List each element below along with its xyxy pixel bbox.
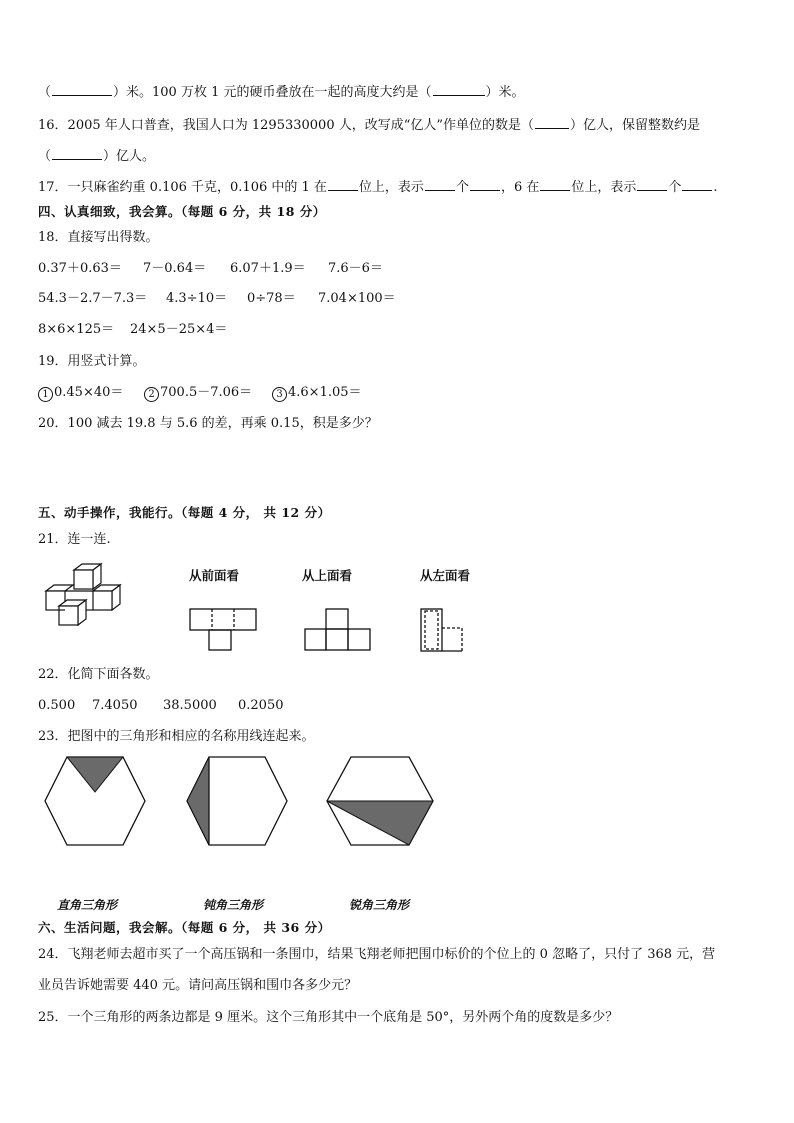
q16-blank-2[interactable] — [52, 146, 102, 160]
hexagon-obtuse-figure[interactable] — [325, 755, 435, 847]
q18-title: 18．直接写出得数。 — [38, 230, 159, 245]
q16-text-d: ）亿人。 — [103, 149, 156, 164]
q17-text-b: 位上，表示 — [358, 180, 424, 195]
hexagon-acute-figure[interactable] — [43, 755, 147, 847]
cube-stack-figure — [40, 562, 140, 632]
q18-r1-c3: 6.07＋1.9＝ — [230, 261, 306, 276]
q15-tail-line — [38, 82, 525, 102]
q17-text-a: 17．一只麻雀约重 0.106 千克，0.106 中的 1 在 — [38, 180, 327, 195]
q25-text: 25．一个三角形的两条边都是 9 厘米。这个三角形其中一个底角是 50°，另外两个角的度数是多少？ — [38, 1010, 619, 1025]
front-view-figure[interactable] — [189, 608, 259, 652]
q19-item-3 — [272, 384, 362, 402]
section-4-heading: 四、认真细致，我会算。（每题 6 分，共 18 分） — [38, 204, 326, 219]
q22-numbers — [38, 697, 284, 715]
q17-blank-2[interactable] — [425, 177, 455, 191]
q20-text: 20．100 减去 19.8 与 5.6 的差，再乘 0.15，积是多少？ — [38, 416, 378, 431]
q18-row-2 — [38, 290, 396, 308]
q16-text-b: ）亿人，保留整数约是 — [570, 118, 701, 133]
section-5-heading: 五、动手操作，我能行。（每题 4 分， 共 12 分） — [38, 505, 331, 520]
left-view-figure[interactable] — [420, 608, 466, 654]
q17-text-g: . — [713, 180, 718, 195]
q23-title: 23．把图中的三角形和相应的名称用线连起来。 — [38, 729, 315, 744]
q18-r2-c3: 0÷78＝ — [247, 291, 296, 306]
label-obtuse-triangle[interactable]: 钝角三角形 — [203, 898, 264, 912]
section-6-heading: 六、生活问题，我会解。（每题 6 分， 共 36 分） — [38, 920, 331, 935]
q17-blank-5[interactable] — [637, 177, 667, 191]
q17-blank-6[interactable] — [682, 177, 712, 191]
q19-num-1: 1 — [38, 387, 53, 402]
q18-r1-c1: 0.37＋0.63＝ — [38, 261, 122, 276]
q19-item-2 — [144, 384, 272, 402]
q15-text: ）米。100 万枚 1 元的硬币叠放在一起的高度大约是（ — [113, 85, 432, 100]
q22-num-4: 0.2050 — [238, 698, 284, 713]
q18-r1-c2: 7－0.64＝ — [143, 261, 207, 276]
q19-expr-2: 700.5－7.06＝ — [160, 385, 253, 400]
q22-num-1: 0.500 — [38, 698, 76, 713]
q18-row-3 — [38, 321, 227, 339]
q16-line-2 — [38, 146, 155, 166]
q17-text-e: 位上，表示 — [571, 180, 637, 195]
q22-num-2: 7.4050 — [92, 698, 138, 713]
q17-text-c: 个 — [455, 180, 469, 195]
q17-line — [38, 177, 718, 197]
q15-blank-1[interactable] — [52, 82, 112, 96]
q15-open-paren: （ — [38, 85, 52, 100]
q19-item-1 — [38, 384, 144, 402]
q22-title: 22．化简下面各数。 — [38, 667, 159, 682]
q16-text-c: （ — [38, 149, 52, 164]
q17-blank-1[interactable] — [328, 177, 358, 191]
view-label-top: 从上面看 — [302, 568, 353, 583]
q24-line-2: 业员告诉她需要 440 元。请问高压锅和围巾各多少元？ — [38, 978, 358, 993]
q16-text-a: 16．2005 年人口普查，我国人口为 1295330000 人，改写成“亿人”作单位的数是（ — [38, 118, 535, 133]
q18-r3-c2: 24×5－25×4＝ — [130, 322, 228, 337]
top-view-figure[interactable] — [304, 608, 374, 652]
q19-title: 19．用竖式计算。 — [38, 354, 146, 369]
q21-title: 21．连一连. — [38, 532, 111, 547]
q15-blank-2[interactable] — [433, 82, 485, 96]
hexagon-right-figure[interactable] — [185, 755, 289, 847]
q18-r2-c4: 7.04×100＝ — [318, 291, 396, 306]
q17-text-f: 个 — [668, 180, 682, 195]
q17-blank-3[interactable] — [470, 177, 500, 191]
q19-num-2: 2 — [144, 387, 159, 402]
q22-num-3: 38.5000 — [163, 698, 217, 713]
q16-line-1 — [38, 115, 700, 135]
q18-r2-c1: 54.3－2.7－7.3＝ — [38, 291, 148, 306]
q19-num-3: 3 — [272, 387, 287, 402]
label-acute-triangle[interactable]: 锐角三角形 — [349, 898, 410, 912]
q15-end: ）米。 — [485, 85, 525, 100]
view-label-front: 从前面看 — [189, 568, 240, 583]
label-right-triangle[interactable]: 直角三角形 — [57, 898, 118, 912]
q18-row-1 — [38, 260, 383, 278]
q18-r1-c4: 7.6－6＝ — [328, 261, 383, 276]
q19-expr-3: 4.6×1.05＝ — [288, 385, 362, 400]
q19-expr-1: 0.45×40＝ — [54, 385, 124, 400]
q17-blank-4[interactable] — [540, 177, 570, 191]
q16-blank-1[interactable] — [535, 115, 569, 129]
q18-r3-c1: 8×6×125＝ — [38, 322, 115, 337]
q18-r2-c2: 4.3÷10＝ — [166, 291, 228, 306]
q17-text-d: ，6 在 — [500, 180, 540, 195]
view-label-left: 从左面看 — [420, 568, 471, 583]
q24-line-1: 24．飞翔老师去超市买了一个高压锅和一条围巾，结果飞翔老师把围巾标价的个位上的 0 忽略了，只付了 368 元，营 — [38, 947, 716, 962]
q19-items — [38, 384, 362, 402]
